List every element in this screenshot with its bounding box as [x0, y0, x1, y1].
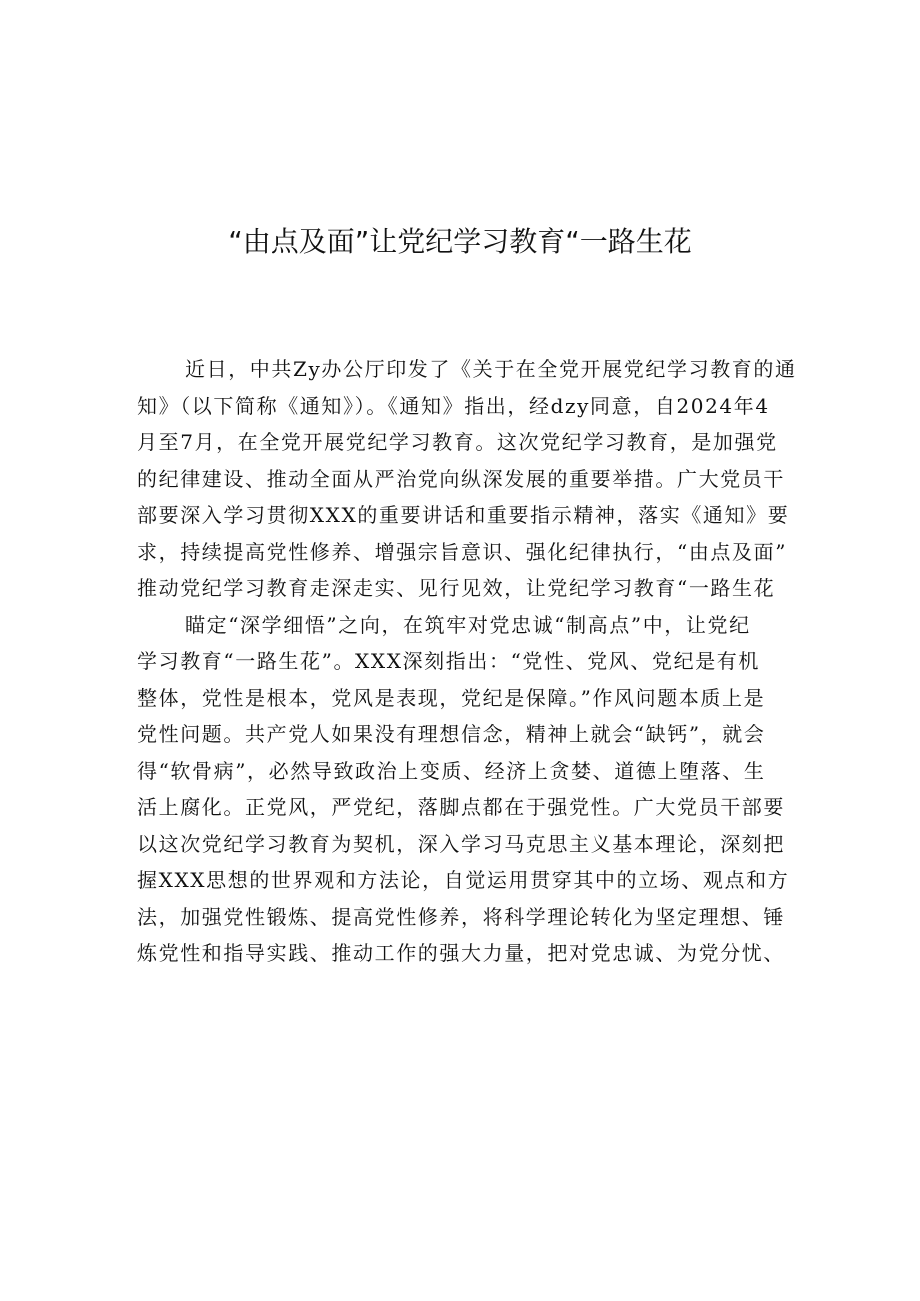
paragraph-line: 部要深入学习贯彻XXX的重要讲话和重要指示精神，落实《通知》要: [137, 503, 790, 527]
paragraph-line: 握XXX思想的世界观和方法论，自觉运用贯穿其中的立场、观点和方: [137, 868, 790, 892]
paragraph-line: 的纪律建设、推动全面从严治党向纵深发展的重要举措。广大党员干: [137, 466, 785, 491]
paragraph-line: 整体，党性是根本，党风是表现，党纪是保障。”作风问题本质上是: [137, 685, 766, 710]
paragraph-line: 推动党纪学习教育走深走实、见行见效，让党纪学习教育“一路生花: [137, 576, 776, 600]
paragraph-2: [137, 607, 790, 972]
paragraph-line: 得“软骨病”，必然导致政治上变质、经济上贪婪、道德上堕落、生: [137, 758, 766, 783]
paragraph-line: 炼党性和指导实践、推动工作的强大力量，把对党忠诚、为党分忧、: [137, 941, 785, 965]
paragraph-line: 以这次党纪学习教育为契机，深入学习马克思主义基本理论，深刻把: [137, 831, 785, 856]
paragraph-line: 近日，中共Zy办公厅印发了《关于在全党开展党纪学习教育的通: [185, 357, 797, 381]
paragraph-line: 求，持续提高党性修养、增强宗旨意识、强化纪律执行，“由点及面”: [137, 539, 788, 564]
paragraph-line: 知》（以下简称《通知》）。《通知》指出，经dzy同意，自2024年4: [137, 393, 770, 418]
document-title: “由点及面”让党纪学习教育“一路生花: [228, 225, 692, 258]
paragraph-line: 党性问题。共产党人如果没有理想信念，精神上就会“缺钙”，就会: [137, 722, 766, 746]
paragraph-line: 学习教育“一路生花”。XXX深刻指出：“党性、党风、党纪是有机: [137, 649, 760, 673]
paragraph-1: [137, 351, 797, 607]
paragraph-line: 法，加强党性锻炼、提高党性修养，将科学理论转化为坚定理想、锤: [137, 904, 785, 929]
paragraph-line: 瞄定“深学细悟”之向，在筑牢对党忠诚“制高点”中，让党纪: [185, 612, 751, 637]
paragraph-line: 活上腐化。正党风，严党纪，落脚点都在于强党性。广大党员干部要: [137, 795, 785, 819]
document-body: [137, 351, 797, 972]
paragraph-line: 月至7月，在全党开展党纪学习教育。这次党纪学习教育，是加强党: [137, 430, 778, 454]
